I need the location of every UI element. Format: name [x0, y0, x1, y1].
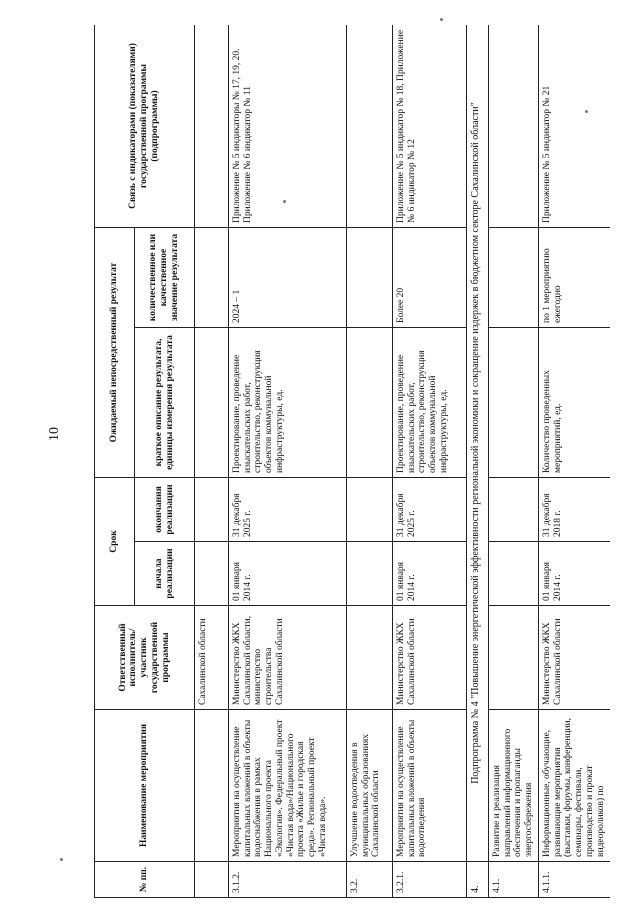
cell-value: Более 20 [393, 228, 467, 328]
cell-end: 31 декабря 2025 г. [393, 478, 467, 542]
cell-desc [347, 328, 393, 478]
table-row [229, 25, 347, 898]
cell-executor: Министерство ЖКХ Сахалинской области [538, 606, 610, 710]
cell-end [195, 478, 229, 542]
table-row [347, 25, 393, 898]
cell-desc: Количество проведенных мероприятий, ед. [538, 328, 610, 478]
cell-link [489, 25, 539, 228]
header-result-desc: краткое описание результата, единицы измерения результата [135, 328, 195, 478]
cell-num [195, 862, 229, 898]
cell-executor [347, 606, 393, 710]
cell-num: 3.2.1. [393, 862, 467, 898]
page-number: 10 [47, 427, 62, 441]
cell-value: по 1 мероприятию ежегодно [538, 228, 610, 328]
cell-start: 01 января 2014 г. [393, 542, 467, 606]
cell-num: 4.1.1. [538, 862, 610, 898]
table-row [393, 25, 467, 898]
scan-speck [440, 18, 443, 21]
cell-link: Приложение № 5 индикатор № 21 [538, 25, 610, 228]
cell-value [195, 228, 229, 328]
cell-desc: Проектирование, проведение изыскательских работ, строительство, реконструкция объектов коммунальной инфраструктуры, ед. [393, 328, 467, 478]
header-result: Ожидаемый непосредственный результат [95, 228, 135, 478]
cell-name: Мероприятия на осуществление капитальных вложений в объекты водоотведения [393, 710, 467, 862]
cell-num: 4. [467, 862, 489, 898]
header-link: Связь с индикаторами (показателями) государственной программы (подпрограммы) [95, 25, 195, 228]
cell-name: Развитие и реализация направлений информационного обеспечения и пропаганды энергосбережения [489, 710, 539, 862]
table-row [195, 25, 229, 898]
cell-value: 2024 – 1 [229, 228, 347, 328]
cell-value [489, 228, 539, 328]
cell-desc [195, 328, 229, 478]
cell-desc: Проектирование, проведение изыскательских работ, строительство, реконструкция объектов коммунальной инфраструктуры, ед. [229, 328, 347, 478]
cell-end: 31 декабря 2018 г. [538, 478, 610, 542]
cell-executor: Министерство ЖКХ Сахалинской области, министерство строительства Сахалинской области [229, 606, 347, 710]
cell-name [195, 710, 229, 862]
cell-name: Мероприятия на осуществление капитальных вложений в объекты водоснабжения в рамках Национального проекта «Экология». Федеральный проект «Чистая вода»/Национального проекта «Жилье и городская среда». Региональный проект «Чистая вода». [229, 710, 347, 862]
cell-executor: Министерство ЖКХ Сахалинской области [393, 606, 467, 710]
cell-executor: Сахалинской области [195, 606, 229, 710]
header-executor: Ответственный исполнитель/участник государственной программы [95, 606, 195, 710]
header-name: Наименование мероприятия [95, 710, 195, 862]
cell-start [195, 542, 229, 606]
cell-value [347, 228, 393, 328]
cell-link [195, 25, 229, 228]
cell-end [347, 478, 393, 542]
cell-link: Приложение № 5 индикаторы № 17, 19, 20. Приложение № 6 индикатор № 11 [229, 25, 347, 228]
header-term-end: окончания реализации [135, 478, 195, 542]
rotated-table-area [94, 25, 610, 898]
cell-name: Улучшение водоотведения в муниципальных образованиях Сахалинской области [347, 710, 393, 862]
cell-end: 31 декабря 2025 г. [229, 478, 347, 542]
cell-start: 01 января 2014 г. [229, 542, 347, 606]
header-num: № пп. [95, 862, 195, 898]
section-title: Подпрограмма № 4 "Повышение энергетической эффективности региональной экономики и сокращение издержек в бюджетном секторе Сахалинской области" [467, 25, 489, 862]
header-term-start: начала реализации [135, 542, 195, 606]
table-row [538, 25, 610, 898]
cell-end [489, 478, 539, 542]
cell-link [347, 25, 393, 228]
cell-name: Информационные, обучающие, развивающие мероприятия (выставки, форумы, конференции, семинары, фестивали, производство и прокат видеороликов) по [538, 710, 610, 862]
section-row [467, 25, 489, 898]
cell-start [489, 542, 539, 606]
cell-start [347, 542, 393, 606]
header-result-value: количественное или качественное значение результата [135, 228, 195, 328]
cell-link: Приложение № 5 индикатор № 18, Приложение № 6 индикатор № 12 [393, 25, 467, 228]
cell-num: 3.2. [347, 862, 393, 898]
cell-start: 01 января 2014 г. [538, 542, 610, 606]
table-row [489, 25, 539, 898]
cell-desc [489, 328, 539, 478]
cell-num: 4.1. [489, 862, 539, 898]
header-term: Срок [95, 478, 135, 606]
cell-executor [489, 606, 539, 710]
scan-speck [60, 858, 63, 861]
measures-table [94, 25, 610, 898]
cell-num: 3.1.2. [229, 862, 347, 898]
